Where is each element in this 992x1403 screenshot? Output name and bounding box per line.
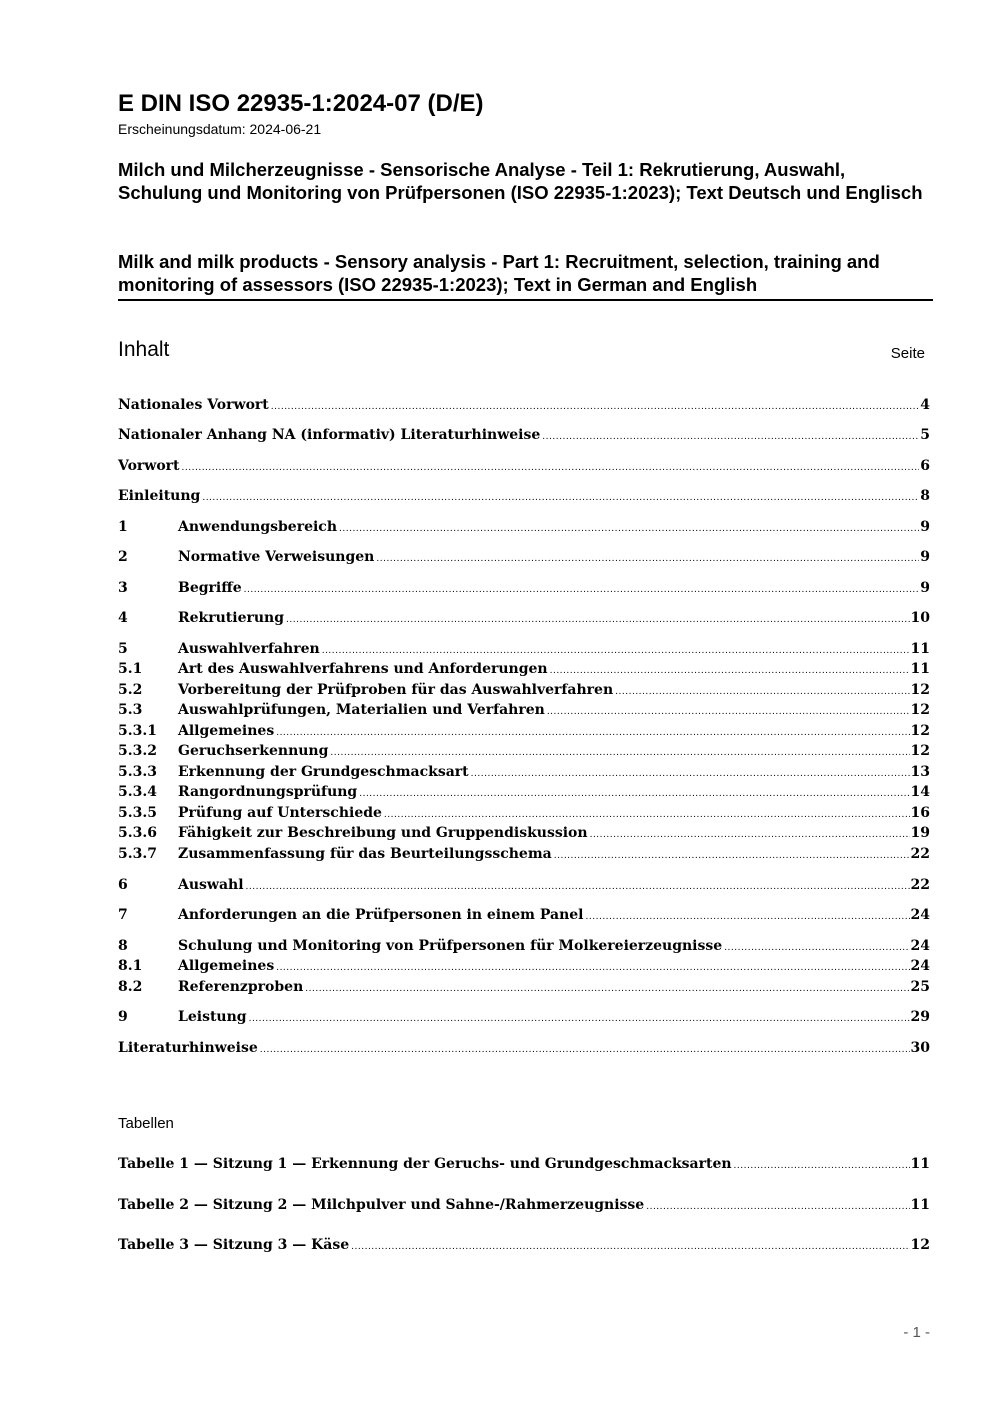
toc-leader-dots [590,825,910,845]
toc-entry[interactable] [118,547,930,567]
toc-entry-page: 9 [920,549,930,565]
toc-entry-number: 5.3.6 [118,825,157,841]
toc-entry[interactable] [118,578,930,598]
toc-leader-dots [547,702,910,722]
toc-entry-page: 6 [920,458,930,474]
toc-leader-dots [182,458,920,478]
toc-entry[interactable] [118,936,930,956]
toc-entry[interactable] [118,608,930,628]
toc-entry-title: Allgemeines [178,958,275,974]
toc-leader-dots [351,1237,909,1257]
toc-entry-number: 8.2 [118,979,143,995]
toc-entry-title: Auswahl [178,877,244,893]
toc-entry[interactable] [118,741,930,761]
toc-entry[interactable] [118,803,930,823]
toc-entry-title: Erkennung der Grundgeschmacksart [178,764,469,780]
toc-entry-page: 29 [910,1009,930,1025]
toc-entry-title: Referenzproben [178,979,304,995]
toc-entry-number: 2 [118,549,128,565]
toc-entry-page: 25 [910,979,930,995]
toc-entry-page: 9 [920,519,930,535]
document-id: E DIN ISO 22935-1:2024-07 (D/E) [118,90,484,117]
toc-leader-dots [276,723,909,743]
toc-leader-dots [471,764,910,784]
toc-leader-dots [276,958,909,978]
toc-entry-title: Rekrutierung [178,610,285,626]
toc-entry-page: 16 [910,805,930,821]
toc-entry-title: Rangordnungsprüfung [178,784,358,800]
toc-entry-page: 9 [920,580,930,596]
toc-entry-page: 12 [910,743,930,759]
tables-heading: Tabellen [118,1115,174,1132]
toc-entry-number: 5.3 [118,702,143,718]
toc-entry-page: 30 [910,1040,930,1056]
toc-entry-number: 5.3.2 [118,743,157,759]
table-entry-title: Tabelle 3 — Sitzung 3 — Käse [118,1237,350,1253]
table-list-entry[interactable] [118,1235,930,1255]
toc-leader-dots [586,907,910,927]
toc-entry-title: Anwendungsbereich [178,519,337,535]
toc-entry-page: 4 [920,397,930,413]
toc-entry-title: Auswahlverfahren [178,641,320,657]
toc-entry-title: Allgemeines [178,723,275,739]
page-column-label: Seite [890,345,925,362]
toc-entry-number: 5.3.7 [118,846,157,862]
toc-entry[interactable] [118,486,930,506]
toc-entry-page: 24 [910,907,930,923]
toc-entry-number: 9 [118,1009,128,1025]
toc-entry[interactable] [118,823,930,843]
toc-leader-dots [330,743,909,763]
toc-entry-page: 11 [910,661,930,677]
toc-leader-dots [384,805,910,825]
toc-entry[interactable] [118,905,930,925]
toc-entry-title: Vorbereitung der Prüfproben für das Auswahlverfahren [178,682,614,698]
toc-entry-page: 5 [920,427,930,443]
toc-leader-dots [554,846,910,866]
toc-entry-number: 4 [118,610,128,626]
publication-date: Erscheinungsdatum: 2024-06-21 [118,121,322,137]
toc-entry[interactable] [118,844,930,864]
toc-entry-title: Literaturhinweise [118,1040,258,1056]
toc-entry[interactable] [118,956,930,976]
toc-leader-dots [249,1009,910,1029]
toc-leader-dots [339,519,919,539]
toc-entry-number: 5.1 [118,661,143,677]
toc-entry[interactable] [118,721,930,741]
toc-leader-dots [359,784,909,804]
toc-entry-page: 13 [910,764,930,780]
table-entry-title: Tabelle 2 — Sitzung 2 — Milchpulver und Sahne-/Rahmerzeugnisse [118,1197,645,1213]
toc-entry-number: 5.3.3 [118,764,157,780]
toc-leader-dots [542,427,919,447]
toc-entry-number: 6 [118,877,128,893]
title-english: Milk and milk products - Sensory analysis - Part 1: Recruitment, selection, training and monitoring of assessors (ISO 22935-1:2023); Text in German and English [118,250,933,301]
toc-entry-page: 24 [910,958,930,974]
toc-entry-title: Nationales Vorwort [118,397,269,413]
toc-entry[interactable] [118,639,930,659]
toc-leader-dots [246,877,910,897]
toc-entry-page: 14 [910,784,930,800]
toc-leader-dots [734,1156,910,1176]
toc-entry-number: 5.3.4 [118,784,157,800]
toc-entry-number: 3 [118,580,128,596]
page-number: - 1 - [903,1324,930,1341]
toc-entry-title: Begriffe [178,580,242,596]
toc-leader-dots [271,397,920,417]
table-entry-page: 12 [910,1237,930,1253]
toc-entry-page: 19 [910,825,930,841]
toc-leader-dots [202,488,919,508]
toc-entry-number: 1 [118,519,128,535]
toc-entry[interactable] [118,762,930,782]
toc-entry-number: 5 [118,641,128,657]
table-entry-page: 11 [910,1156,930,1172]
table-list-entry[interactable] [118,1195,930,1215]
toc-entry[interactable] [118,782,930,802]
toc-leader-dots [286,610,910,630]
toc-entry-number: 7 [118,907,128,923]
title-german: Milch und Milcherzeugnisse - Sensorische Analyse - Teil 1: Rekrutierung, Auswahl, Schulung und Monitoring von Prüfpersonen (ISO 22935-1:2023); Text Deutsch und Englisch [118,159,923,203]
toc-leader-dots [260,1040,910,1060]
toc-entry[interactable] [118,1007,930,1027]
toc-entry-page: 11 [910,641,930,657]
contents-heading: Inhalt [118,338,170,361]
toc-leader-dots [244,580,920,600]
toc-entry-page: 8 [920,488,930,504]
toc-entry[interactable] [118,456,930,476]
toc-entry[interactable] [118,659,930,679]
toc-entry[interactable] [118,680,930,700]
toc-leader-dots [646,1197,909,1217]
toc-entry-title: Auswahlprüfungen, Materialien und Verfahren [178,702,545,718]
toc-entry-title: Vorwort [118,458,180,474]
toc-leader-dots [550,661,910,681]
toc-entry-page: 12 [910,702,930,718]
toc-entry-number: 5.2 [118,682,143,698]
table-list-entry[interactable] [118,1154,930,1174]
table-entry-title: Tabelle 1 — Sitzung 1 — Erkennung der Geruchs- und Grundgeschmacksarten [118,1156,732,1172]
toc-entry-page: 12 [910,682,930,698]
toc-entry-title: Prüfung auf Unterschiede [178,805,382,821]
toc-entry-title: Schulung und Monitoring von Prüfpersonen für Molkereierzeugnisse [178,938,723,954]
toc-entry-number: 5.3.1 [118,723,157,739]
toc-entry-title: Geruchserkennung [178,743,329,759]
toc-entry-title: Art des Auswahlverfahrens und Anforderungen [178,661,548,677]
toc-entry-page: 22 [910,846,930,862]
toc-entry[interactable] [118,977,930,997]
toc-entry-number: 8 [118,938,128,954]
toc-entry-title: Normative Verweisungen [178,549,375,565]
toc-leader-dots [305,979,909,999]
toc-entry-title: Fähigkeit zur Beschreibung und Gruppendiskussion [178,825,588,841]
toc-entry[interactable] [118,395,930,415]
toc-entry-page: 22 [910,877,930,893]
table-entry-page: 11 [910,1197,930,1213]
toc-entry[interactable] [118,517,930,537]
toc-entry[interactable] [118,425,930,445]
toc-entry-title: Einleitung [118,488,201,504]
toc-leader-dots [724,938,909,958]
toc-entry-number: 5.3.5 [118,805,157,821]
toc-entry-title: Zusammenfassung für das Beurteilungsschema [178,846,552,862]
toc-entry-page: 24 [910,938,930,954]
toc-leader-dots [615,682,909,702]
toc-entry-number: 8.1 [118,958,143,974]
toc-entry[interactable] [118,875,930,895]
toc-leader-dots [376,549,919,569]
toc-entry[interactable] [118,700,930,720]
toc-entry-title: Leistung [178,1009,247,1025]
toc-leader-dots [322,641,910,661]
toc-entry-page: 12 [910,723,930,739]
toc-entry-title: Anforderungen an die Prüfpersonen in einem Panel [178,907,584,923]
toc-entry-page: 10 [910,610,930,626]
toc-entry-title: Nationaler Anhang NA (informativ) Literaturhinweise [118,427,541,443]
toc-entry[interactable] [118,1038,930,1058]
